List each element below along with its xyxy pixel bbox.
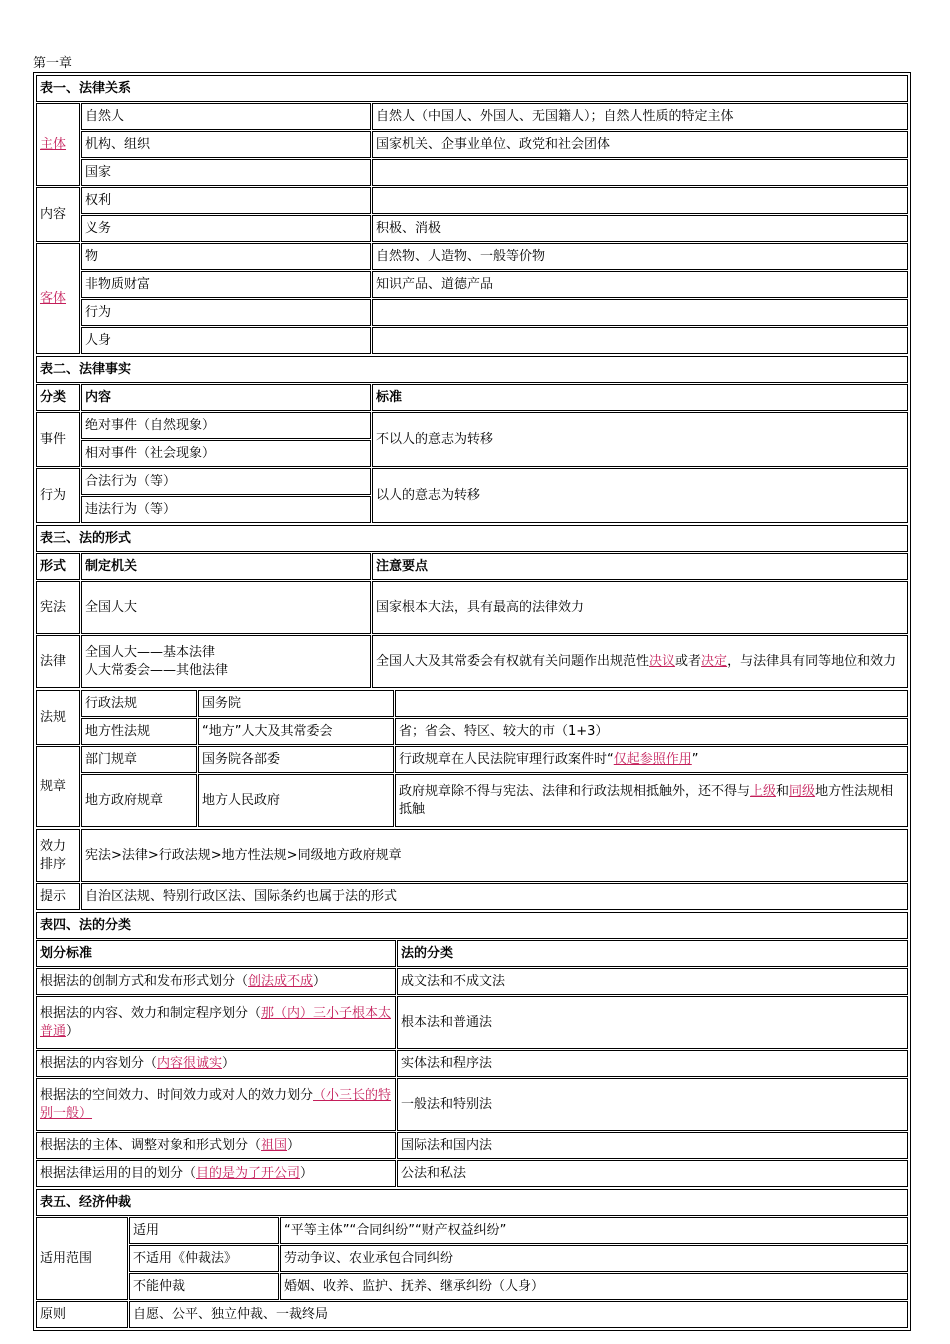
table-cell: 地方性法规 (81, 718, 197, 745)
table-cell: 行政法规 (81, 690, 197, 717)
table2-title: 表二、法律事实 (36, 356, 908, 383)
table-cell: 婚姻、收养、监护、抚养、继承纠纷（人身） (280, 1273, 908, 1300)
table-cell: 国家 (81, 159, 371, 186)
table-row (36, 1050, 908, 1077)
table-cell: 省；省会、特区、较大的市（1+3） (395, 718, 908, 745)
text-run: ） (313, 973, 327, 989)
text-run: ） (66, 1023, 80, 1039)
object-link[interactable]: 客体 (36, 243, 80, 354)
table-header: 分类 (36, 384, 80, 411)
table-cell (372, 187, 908, 214)
text-run: ） (287, 1137, 301, 1153)
table-cell: 国家机关、企事业单位、政党和社会团体 (372, 131, 908, 158)
mnemonic-link[interactable]: 内容很诚实 (157, 1055, 223, 1071)
text-run: 全国人大及其常委会有权就有关问题作出规范性 (376, 653, 650, 669)
content-label: 内容 (36, 187, 80, 242)
table-legal-relations (35, 74, 909, 355)
table-cell: 不适用《仲裁法》 (129, 1245, 279, 1272)
table-cell: 知识产品、道德产品 (372, 271, 908, 298)
table-cell: 不能仲裁 (129, 1273, 279, 1300)
table-cell: 国务院 (198, 690, 394, 717)
table-economic-arbitration (35, 1188, 909, 1329)
table-cell: 国务院各部委 (198, 746, 394, 773)
chapter-title: 第一章 (33, 56, 73, 71)
superior-link[interactable]: 上级 (750, 783, 777, 799)
table-cell: 绝对事件（自然现象） (81, 412, 371, 439)
table-cell (372, 159, 908, 186)
mnemonic-link[interactable]: 祖国 (261, 1137, 288, 1153)
law-org-line: 全国人大——基本法律 (85, 644, 216, 660)
table-cell (36, 996, 396, 1049)
table-cell: 公法和私法 (397, 1160, 908, 1187)
act-label: 行为 (36, 468, 80, 523)
table-cell (372, 635, 908, 688)
table-cell (395, 774, 908, 827)
event-label: 事件 (36, 412, 80, 467)
table-cell: 积极、消极 (372, 215, 908, 242)
table-law-classification (35, 911, 909, 1188)
subject-link[interactable]: 主体 (36, 103, 80, 186)
table1-title: 表一、法律关系 (36, 75, 908, 102)
decision-link[interactable]: 决定 (701, 653, 728, 669)
tip-label: 提示 (36, 883, 80, 910)
text-run: ” (691, 751, 699, 767)
same-level-link[interactable]: 同级 (789, 783, 816, 799)
table-cell: 自愿、公平、独立仲裁、一裁终局 (129, 1301, 908, 1328)
text-run: 行政规章在人民法院审理行政案件时“ (399, 751, 614, 767)
table-cell: 机构、组织 (81, 131, 371, 158)
constitution-label: 宪法 (36, 581, 80, 634)
table-row (36, 968, 908, 995)
table-cell: 自治区法规、特别行政区法、国际条约也属于法的形式 (81, 883, 908, 910)
resolution-link[interactable]: 决议 (649, 653, 676, 669)
principle-label: 原则 (36, 1301, 128, 1328)
table-cell: 宪法>法律>行政法规>地方性法规>同级地方政府规章 (81, 829, 908, 882)
table-cell: 实体法和程序法 (397, 1050, 908, 1077)
table3-title: 表三、法的形式 (36, 525, 908, 552)
text-run: 根据法的内容、效力和制定程序划分（ (40, 1005, 262, 1021)
table-cell: 义务 (81, 215, 371, 242)
table-cell: 非物质财富 (81, 271, 371, 298)
table-cell (395, 746, 908, 773)
table-legal-facts (35, 355, 909, 524)
table-law-forms (35, 524, 909, 689)
table-cell: 根本法和普通法 (397, 996, 908, 1049)
text-run: ，与法律具有同等地位和效力 (727, 653, 897, 669)
table5-title: 表五、经济仲裁 (36, 1189, 908, 1216)
table-cell: 国际法和国内法 (397, 1132, 908, 1159)
text-run: 和 (776, 783, 790, 799)
table-cell: 物 (81, 243, 371, 270)
table-cell: “地方”人大及其常委会 (198, 718, 394, 745)
table-row (36, 1078, 908, 1131)
table-cell (36, 1160, 396, 1187)
text-run: 政府规章除不得与宪法、法律和行政法规相抵触外，还不得与 (399, 783, 751, 799)
table-cell: 地方政府规章 (81, 774, 197, 827)
table-row (36, 1132, 908, 1159)
table-cell: 行为 (81, 299, 371, 326)
table-cell (36, 968, 396, 995)
table-cell: “平等主体”“合同纠纷”“财产权益纠纷” (280, 1217, 908, 1244)
table-cell: 全国人大 (81, 581, 371, 634)
text-run: 地方性法规相抵触 (399, 783, 894, 817)
text-run: 或者 (675, 653, 702, 669)
law-org-line: 人大常委会——其他法律 (85, 662, 229, 678)
table-cell (36, 1132, 396, 1159)
table-law-forms-order (35, 828, 909, 911)
table-cell: 自然物、人造物、一般等价物 (372, 243, 908, 270)
table-cell (372, 327, 908, 354)
table-header: 标准 (372, 384, 908, 411)
table-cell: 自然人（中国人、外国人、无国籍人）；自然人性质的特定主体 (372, 103, 908, 130)
table-cell: 国家根本大法，具有最高的法律效力 (372, 581, 908, 634)
table-header: 内容 (81, 384, 371, 411)
table-cell (372, 299, 908, 326)
text-run: 根据法的主体、调整对象和形式划分（ (40, 1137, 262, 1153)
text-run: ） (300, 1165, 314, 1181)
text-run: ） (222, 1055, 236, 1071)
table-cell: 违法行为（等） (81, 496, 371, 523)
mnemonic-link[interactable]: 目的是为了开公司 (196, 1165, 301, 1181)
mnemonic-link[interactable]: （小三长的特别一般） (40, 1087, 392, 1121)
regulation-label: 法规 (36, 690, 80, 745)
table-row (36, 1160, 908, 1187)
reference-only-link[interactable]: 仅起参照作用 (613, 751, 692, 767)
table-cell: 成文法和不成文法 (397, 968, 908, 995)
mnemonic-link[interactable]: 创法成不成 (248, 973, 314, 989)
scope-label: 适用范围 (36, 1217, 128, 1300)
text-run: 根据法的内容划分（ (40, 1055, 158, 1071)
table-cell (36, 1050, 396, 1077)
table-cell (36, 1078, 396, 1131)
table-header: 注意要点 (372, 553, 908, 580)
mnemonic-link[interactable]: 那（内）三小子根本太普通 (40, 1005, 392, 1039)
table-law-forms-cont (35, 689, 909, 828)
table-cell: 部门规章 (81, 746, 197, 773)
table-cell: 不以人的意志为转移 (372, 412, 908, 467)
table-cell: 一般法和特别法 (397, 1078, 908, 1131)
table-cell (395, 690, 908, 717)
document-frame (33, 72, 911, 1331)
table-header: 制定机关 (81, 553, 371, 580)
text-run: 根据法的空间效力、时间效力或对人的效力划分 (40, 1087, 314, 1103)
table-cell: 相对事件（社会现象） (81, 440, 371, 467)
table-cell: 人身 (81, 327, 371, 354)
rules-label: 规章 (36, 746, 80, 827)
table-cell (81, 635, 371, 688)
table-cell: 自然人 (81, 103, 371, 130)
table-cell: 地方人民政府 (198, 774, 394, 827)
table4-title: 表四、法的分类 (36, 912, 908, 939)
table-cell: 适用 (129, 1217, 279, 1244)
law-label: 法律 (36, 635, 80, 688)
table-header: 法的分类 (397, 940, 908, 967)
table-cell: 权利 (81, 187, 371, 214)
table-cell: 以人的意志为转移 (372, 468, 908, 523)
text-run: 根据法的创制方式和发布形式划分（ (40, 973, 249, 989)
table-row (36, 996, 908, 1049)
table-cell: 劳动争议、农业承包合同纠纷 (280, 1245, 908, 1272)
order-label: 效力排序 (36, 829, 80, 882)
text-run: 根据法律运用的目的划分（ (40, 1165, 197, 1181)
table-cell: 合法行为（等） (81, 468, 371, 495)
table-header: 划分标准 (36, 940, 396, 967)
table-header: 形式 (36, 553, 80, 580)
